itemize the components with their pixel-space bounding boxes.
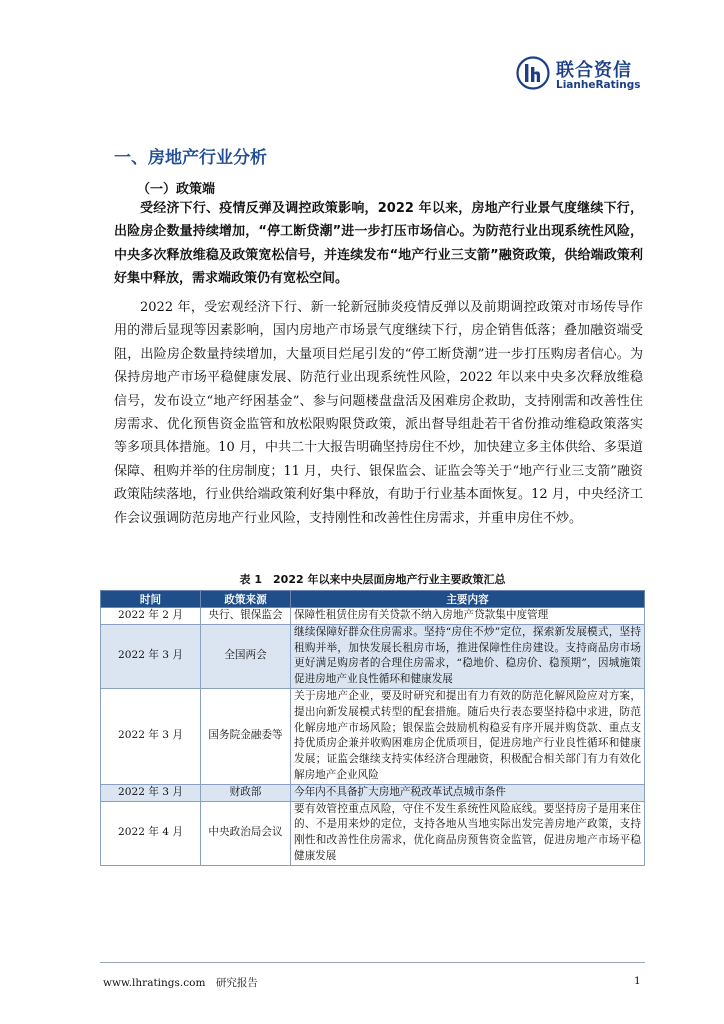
column-header-content: 主要内容 [291,591,645,608]
body-paragraph: 2022 年，受宏观经济下行、新一轮新冠肺炎疫情反弹以及前期调控政策对市场传导作用的滞后显现等因素影响，国内房地产市场景气度继续下行，房企销售低落；叠加融资端受阻，出险房企数量持续增加，大量项目烂尾引发的“停工断贷潮”进一步打压购房者信心。为保持房地产市场平稳健康发展、防范行业出现系统性风险，2022 年以来中央多次释放维稳信号，发布设立“地产纾困基金”、参与问题楼盘盘活及困难房企救助，支持刚需和改善性住房需求、优化预售资金监管和放松限购限贷政策，派出督导组赴若干省份推动维稳政策落实等多项具体措施。10 月，中共二十大报告明确坚持房住不炒，加快建立多主体供给、多渠道保障、租购并举的住房制度；11 月，央行、银保监会、证监会等关于“地产行业三支箭”融资政策陆续落地，行业供给端政策利好集中释放，有助于行业基本面恢复。12 月，中央经济工作会议强调防范房地产行业风险，支持刚性和改善性住房需求，并重申房住不炒。 [114,300,643,526]
table-row [101,624,645,688]
column-header-time: 时间 [101,591,201,608]
cell-time: 2022 年 2 月 [101,608,201,625]
logo-text-en: LianheRatings [556,79,641,91]
table-row [101,784,645,801]
column-header-source: 政策来源 [201,591,291,608]
cell-source: 央行、银保监会 [201,608,291,625]
table-row [101,801,645,865]
cell-content: 要有效管控重点风险，守住不发生系统性风险底线。要坚持房子是用来住的、不是用来炒的定位，支持各地从当地实际出发完善房地产政策，支持刚性和改善性住房需求，优化商品房预售资金监管，促进房地产市场平稳健康发展 [291,801,645,865]
cell-content: 今年内不具备扩大房地产税改革试点城市条件 [291,784,645,801]
summary-paragraph: 受经济下行、疫情反弹及调控政策影响，2022 年以来，房地产行业景气度继续下行，出险房企数量持续增加，“停工断贷潮”进一步打压市场信心。为防范行业出现系统性风险，中央多次释放维稳及政策宽松信号，并连续发布“地产行业三支箭”融资政策，供给端政策利好集中释放，需求端政策仍有宽松空间。 [114,201,643,287]
section-title: 一、房地产行业分析 [114,148,267,168]
table-header-row [101,591,645,608]
footer-divider [100,962,645,963]
table-caption: 表 1 2022 年以来中央层面房地产行业主要政策汇总 [239,573,506,586]
cell-time: 2022 年 4 月 [101,801,201,865]
cell-content: 保障性租赁住房有关贷款不纳入房地产贷款集中度管理 [291,608,645,625]
table-row [101,688,645,784]
section-subtitle: （一）政策端 [137,182,216,197]
company-logo [516,54,646,94]
footer-site: www.lhratings.com 研究报告 [103,977,258,989]
cell-source: 全国两会 [201,624,291,688]
table-row [101,608,645,625]
cell-content: 继续保障好群众住房需求。坚持“房住不炒”定位，探索新发展模式，坚持租购并举，加快发展长租房市场，推进保障性住房建设。支持商品房市场更好满足购房者的合理住房需求，“稳地价、稳房价、稳预期”，因城施策促进房地产业良性循环和健康发展 [291,624,645,688]
cell-source: 国务院金融委等 [201,688,291,784]
cell-content: 关于房地产企业，要及时研究和提出有力有效的防范化解风险应对方案，提出向新发展模式转型的配套措施。随后央行表态要坚持稳中求进，防范化解房地产市场风险；银保监会鼓励机构稳妥有序开展并购贷款、重点支持优质房企兼并收购困难房企优质项目，促进房地产行业良性循环和健康发展；证监会继续支持实体经济合理融资，积极配合相关部门有力有效化解房地产企业风险 [291,688,645,784]
cell-time: 2022 年 3 月 [101,784,201,801]
cell-source: 财政部 [201,784,291,801]
policy-table [100,590,645,866]
cell-time: 2022 年 3 月 [101,624,201,688]
logo-text-cn: 联合资信 [556,60,632,81]
logo-mark-icon [516,56,550,90]
cell-time: 2022 年 3 月 [101,688,201,784]
cell-source: 中央政治局会议 [201,801,291,865]
page-number: 1 [634,975,641,987]
